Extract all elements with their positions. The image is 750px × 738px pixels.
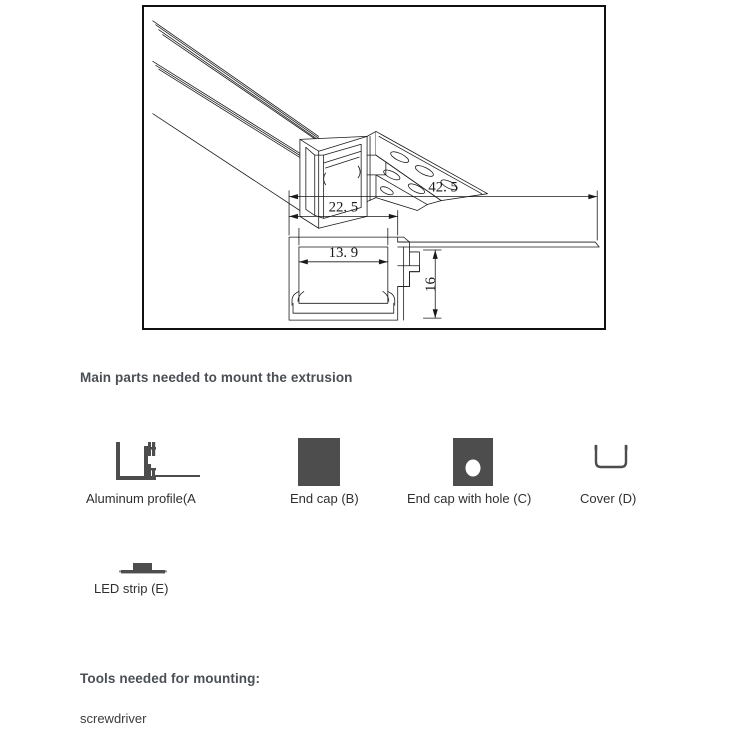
dimension-label-height: 16 bbox=[423, 277, 440, 292]
led-strip-icon bbox=[117, 558, 169, 578]
end-cap-icon bbox=[290, 432, 350, 490]
part-label-cover: Cover (D) bbox=[580, 491, 637, 506]
dimension-label-channel-inner-width: 13. 9 bbox=[328, 244, 359, 261]
part-art-a bbox=[72, 430, 242, 492]
technical-drawing-frame bbox=[142, 5, 606, 330]
part-label-end-cap-with-hole: End cap with hole (C) bbox=[407, 491, 532, 506]
tools-section-heading: Tools needed for mounting: bbox=[80, 671, 261, 686]
dimension-label-channel-outer-width: 22. 5 bbox=[328, 199, 359, 216]
parts-section-heading: Main parts needed to mount the extrusion bbox=[80, 370, 353, 385]
part-item-aluminum-profile bbox=[72, 430, 242, 506]
technical-drawing-svg bbox=[144, 7, 604, 328]
isometric-extrusion bbox=[153, 21, 488, 228]
tools-item-screwdriver: screwdriver bbox=[80, 711, 147, 726]
part-art-c bbox=[395, 430, 565, 492]
cover-icon bbox=[586, 442, 640, 478]
part-label-end-cap: End cap (B) bbox=[290, 491, 359, 506]
part-item-end-cap-with-hole bbox=[395, 430, 565, 506]
part-art-e bbox=[72, 552, 242, 582]
part-label-aluminum-profile: Aluminum profile(A bbox=[86, 491, 196, 506]
part-label-led-strip: LED strip (E) bbox=[94, 581, 169, 596]
part-item-cover bbox=[555, 430, 725, 506]
end-cap-with-hole-icon bbox=[444, 432, 504, 490]
part-art-d bbox=[555, 430, 725, 492]
dimension-label-overall-width: 42. 5 bbox=[428, 179, 458, 196]
part-item-led-strip bbox=[72, 552, 242, 596]
aluminum-profile-icon bbox=[108, 434, 208, 490]
